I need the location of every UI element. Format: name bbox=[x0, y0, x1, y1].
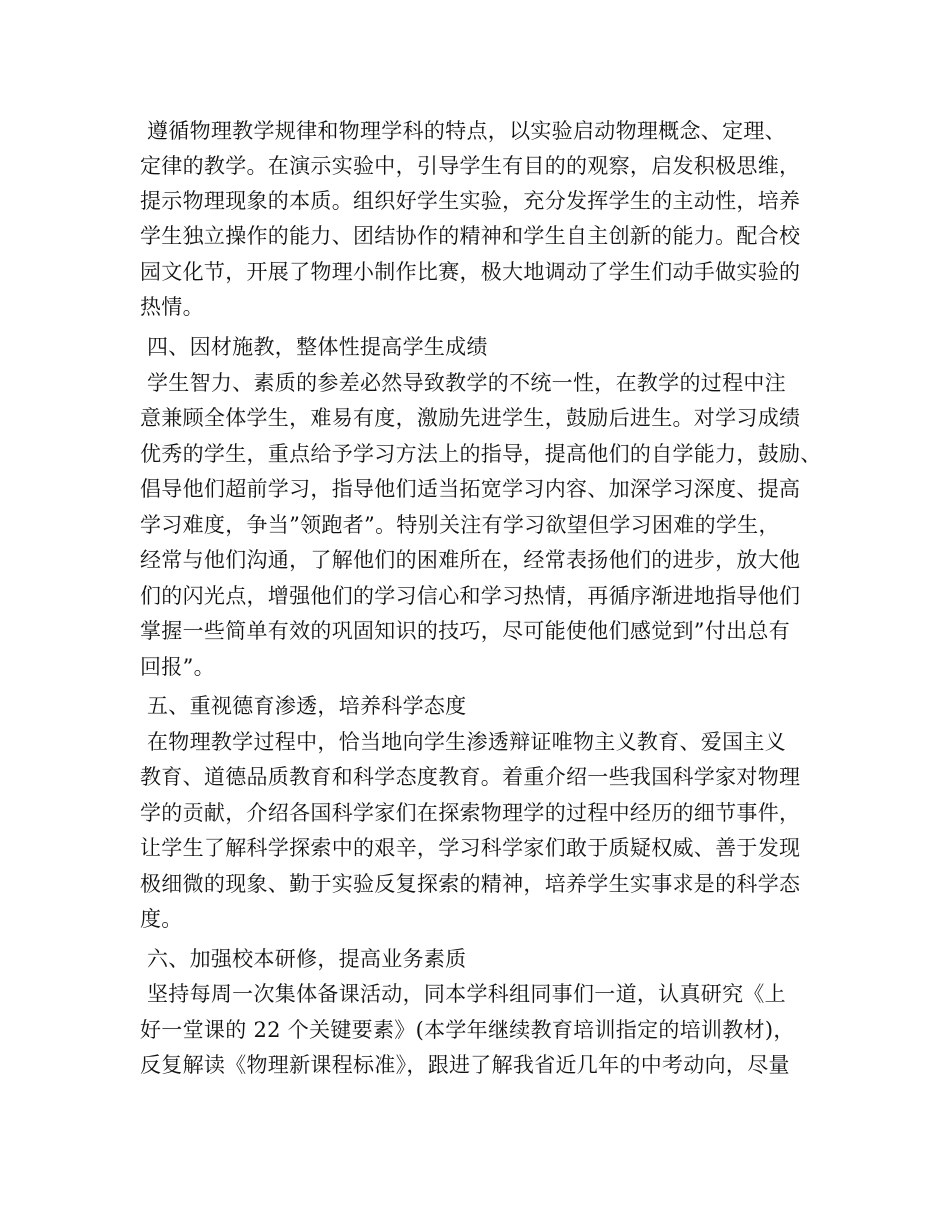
text-line: 经常与他们沟通，了解他们的困难所在，经常表扬他们的进步，放大他 bbox=[140, 548, 801, 572]
section-heading: 五、重视德育渗透，培养科学态度 bbox=[140, 694, 467, 718]
text-line: 在物理教学过程中，恰当地向学生渗透辩证唯物主义教育、爱国主义 bbox=[140, 730, 786, 754]
text-line: 掌握一些简单有效的巩固知识的技巧，尽可能使他们感觉到”付出总有 bbox=[140, 619, 791, 643]
text-line: 学的贡献，介绍各国科学家们在探索物理学的过程中经历的细节事件， bbox=[140, 801, 801, 825]
text-line: 度。 bbox=[140, 907, 183, 931]
text-line: 学生独立操作的能力、团结协作的精神和学生自主创新的能力。配合校 bbox=[140, 224, 801, 248]
section-heading: 四、因材施教，整体性提高学生成绩 bbox=[140, 335, 488, 359]
text-line: 反复解读《物理新课程标准》，跟进了解我省近几年的中考动向，尽量 bbox=[140, 1053, 790, 1077]
text-line: 让学生了解科学探索中的艰辛，学习科学家们敢于质疑权威、善于发现 bbox=[140, 836, 801, 860]
text-line: 学生智力、素质的参差必然导致教学的不统一性，在教学的过程中注 bbox=[140, 371, 786, 395]
text-line: 优秀的学生，重点给予学习方法上的指导，提高他们的自学能力，鼓励、 bbox=[140, 442, 822, 466]
text-line: 园文化节，开展了物理小制作比赛，极大地调动了学生们动手做实验的 bbox=[140, 260, 801, 284]
text-line: 极细微的现象、勤于实验反复探索的精神，培养学生实事求是的科学态 bbox=[140, 872, 801, 896]
text-line: 提示物理现象的本质。组织好学生实验，充分发挥学生的主动性，培养 bbox=[140, 189, 801, 213]
text-line: 教育、道德品质教育和科学态度教育。着重介绍一些我国科学家对物理 bbox=[140, 765, 801, 789]
text-line: 遵循物理教学规律和物理学科的特点，以实验启动物理概念、定理、 bbox=[140, 119, 786, 143]
text-line: 们的闪光点，增强他们的学习信心和学习热情，再循序渐进地指导他们 bbox=[140, 584, 801, 608]
text-line: 意兼顾全体学生，难易有度，激励先进学生，鼓励后进生。对学习成绩 bbox=[140, 406, 801, 430]
text-line: 回报”。 bbox=[140, 655, 215, 679]
text-line: 定律的教学。在演示实验中，引导学生有目的的观察，启发积极思维， bbox=[140, 154, 801, 178]
text-line: 学习难度，争当”领跑者”。特别关注有学习欲望但学习困难的学生， bbox=[140, 513, 780, 537]
text-line: 热情。 bbox=[140, 295, 204, 319]
text-line: 好一堂课的 22 个关键要素》(本学年继续教育培训指定的培训教材)， bbox=[140, 1018, 795, 1042]
text-line: 倡导他们超前学习，指导他们适当拓宽学习内容、加深学习深度、提高 bbox=[140, 477, 801, 501]
section-heading: 六、加强校本研修，提高业务素质 bbox=[140, 947, 467, 971]
text-line: 坚持每周一次集体备课活动，同本学科组同事们一道，认真研究《上 bbox=[140, 982, 786, 1006]
